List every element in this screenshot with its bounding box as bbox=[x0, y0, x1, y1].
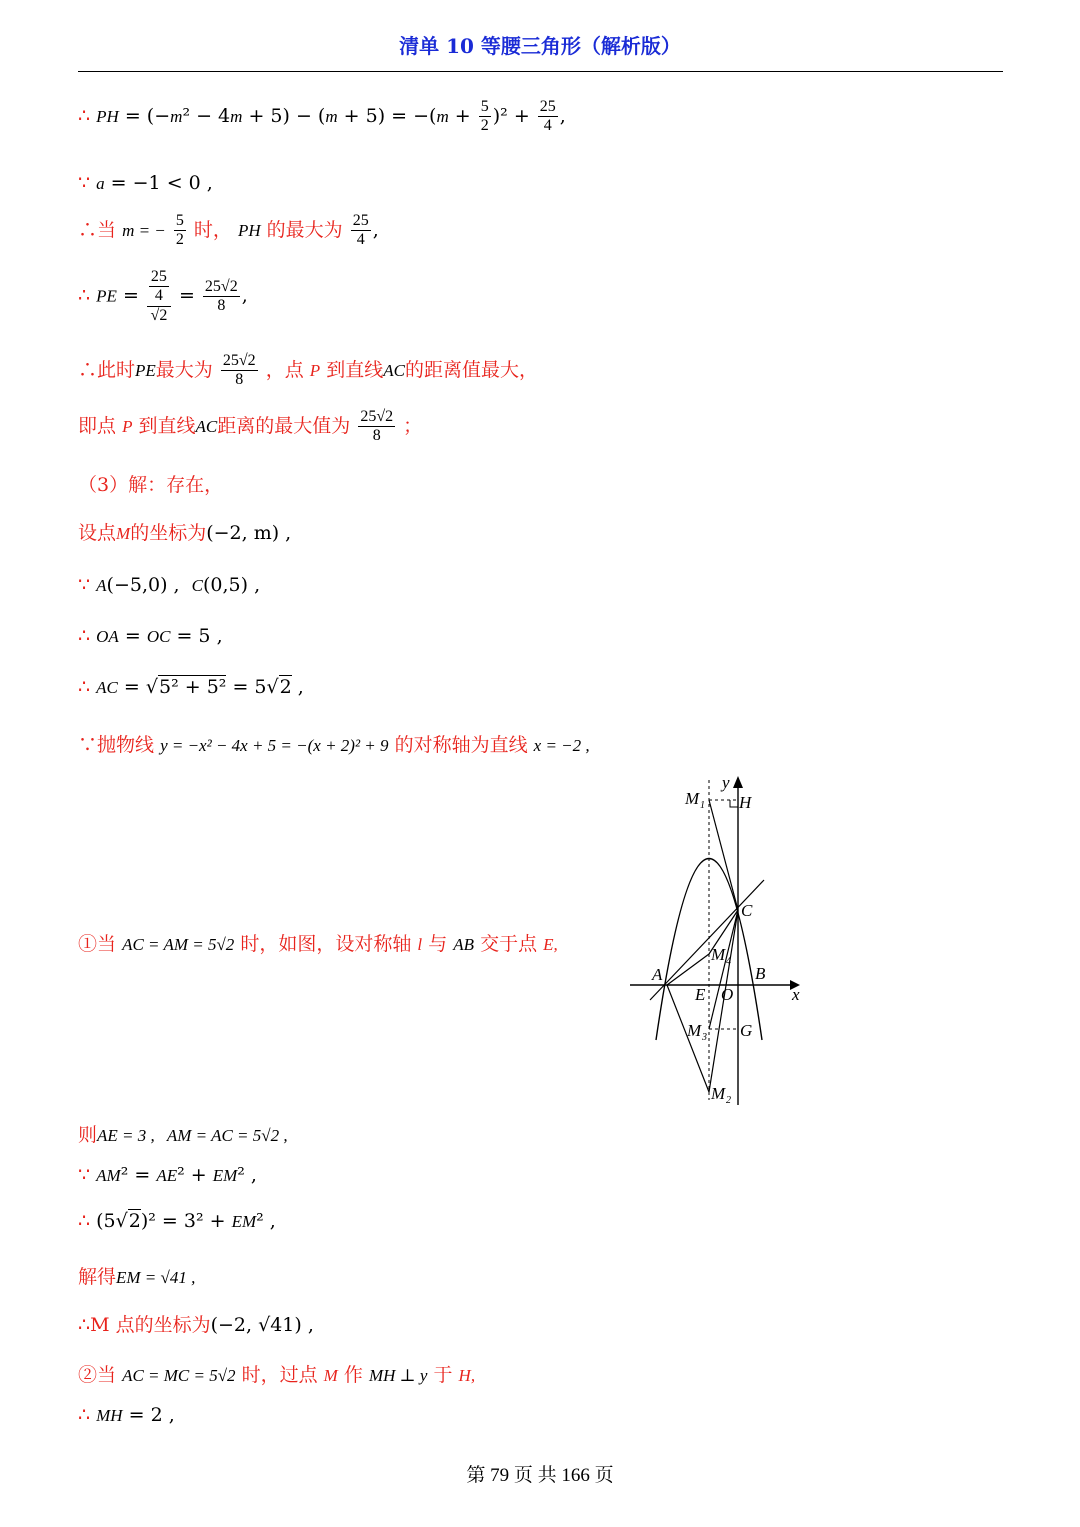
segment-m3-c bbox=[709, 910, 738, 1029]
substituted-equation: ∴ (5√2)² = 3² + EM² , bbox=[78, 1210, 276, 1232]
equation-oa-oc: ∴ OA = OC = 5 , bbox=[78, 625, 223, 647]
line-ac bbox=[650, 880, 764, 1000]
condition-a: ∵ a = −1 < 0 , bbox=[78, 172, 213, 194]
max-distance-statement: 即点 P 到直线AC距离的最大值为 $\frac{25√2}{8}$ ； bbox=[78, 408, 423, 445]
page-title: 清单 10 等腰三角形（解析版） bbox=[399, 34, 681, 58]
label-x: x bbox=[792, 985, 800, 1004]
segment-m1-c bbox=[709, 800, 738, 910]
equation-ac: ∴ AC = √5² + 5² = 5√2 , bbox=[78, 676, 304, 698]
fraction: $\frac{25√2}{8}$ bbox=[360, 408, 394, 445]
label-a: A bbox=[652, 965, 663, 984]
fraction: $\frac{25√2}{8}$ bbox=[204, 277, 238, 315]
part-3-heading: （3）解：存在， bbox=[78, 474, 224, 496]
header-divider bbox=[78, 71, 1003, 72]
label-m4: M bbox=[711, 945, 726, 964]
label-m2: M bbox=[711, 1084, 726, 1103]
fraction: $\frac{25}{4}$ bbox=[539, 98, 556, 135]
compound-fraction: $\frac{\frac{25}{4}}{√2}$ bbox=[147, 268, 171, 325]
geometry-figure bbox=[625, 770, 810, 1110]
label-m1-sub: 1 bbox=[700, 800, 705, 811]
point-m-coordinates: 设点M的坐标为(−2, m) , bbox=[78, 522, 292, 544]
right-angle-mark bbox=[730, 800, 738, 807]
ae-am-values: 则AE = 3 , AM = AC = 5√2 , bbox=[78, 1124, 288, 1146]
fraction: $\frac{25}{4}$ bbox=[352, 212, 369, 249]
label-m4-sub: 4 bbox=[726, 956, 731, 967]
m-coordinates-result: ∴M 点的坐标为(−2, √41) , bbox=[78, 1314, 314, 1336]
em-result: 解得EM = √41 , bbox=[78, 1266, 196, 1288]
page-number: 第 79 页 共 166 页 bbox=[466, 1465, 614, 1486]
equation-ph: ∴ PH = (−m² − 4m + 5) − (m + 5) = −(m + $\frac{5}{2}$ )² + $\frac{25}{4}$ , bbox=[78, 98, 566, 135]
case-1-statement: ①当 AC = AM = 5√2 时，如图，设对称轴 l 与 AB 交于点 E, bbox=[78, 933, 558, 955]
label-e: E bbox=[695, 985, 706, 1004]
case-2-statement: ②当 AC = MC = 5√2 时，过点 M 作 MH ⊥ y 于 H, bbox=[78, 1364, 476, 1386]
label-m3-sub: 3 bbox=[702, 1032, 707, 1043]
label-m3: M bbox=[687, 1021, 702, 1040]
max-pe-statement: ∴此时PE最大为 $\frac{25√2}{8}$ ，点 P 到直线AC的距离值最大， bbox=[78, 352, 538, 389]
mh-value: ∴ MH = 2 , bbox=[78, 1404, 175, 1426]
fraction: $\frac{5}{2}$ bbox=[175, 212, 184, 249]
label-o: O bbox=[721, 985, 734, 1004]
equation-pe: ∴ PE = $\frac{\frac{25}{4}}{√2}$ = $\frac{25√2}{8}$ , bbox=[78, 268, 248, 324]
parabola-axis-statement: ∵抛物线 y = −x² − 4x + 5 = −(x + 2)² + 9 的对称轴为直线 x = −2 , bbox=[78, 734, 590, 756]
pythagoras-equation: ∵ AM² = AE² + EM² , bbox=[78, 1164, 257, 1186]
label-g: G bbox=[740, 1021, 753, 1040]
fraction: $\frac{25√2}{8}$ bbox=[222, 352, 256, 389]
fraction: $\frac{5}{2}$ bbox=[480, 98, 489, 135]
label-m1: M bbox=[685, 789, 700, 808]
label-b: B bbox=[755, 964, 766, 983]
label-h: H bbox=[739, 793, 752, 812]
points-a-c: ∵ A(−5,0) , C(0,5) , bbox=[78, 574, 261, 596]
y-axis-arrow-icon bbox=[733, 776, 743, 788]
label-c: C bbox=[741, 901, 753, 920]
segment-a-m4 bbox=[667, 954, 709, 985]
label-y: y bbox=[722, 773, 730, 792]
max-ph-statement: ∴当 m = − $\frac{5}{2}$ 时， PH 的最大为 $\frac{25}{4}$ , bbox=[78, 212, 379, 249]
label-m2-sub: 2 bbox=[726, 1095, 731, 1106]
